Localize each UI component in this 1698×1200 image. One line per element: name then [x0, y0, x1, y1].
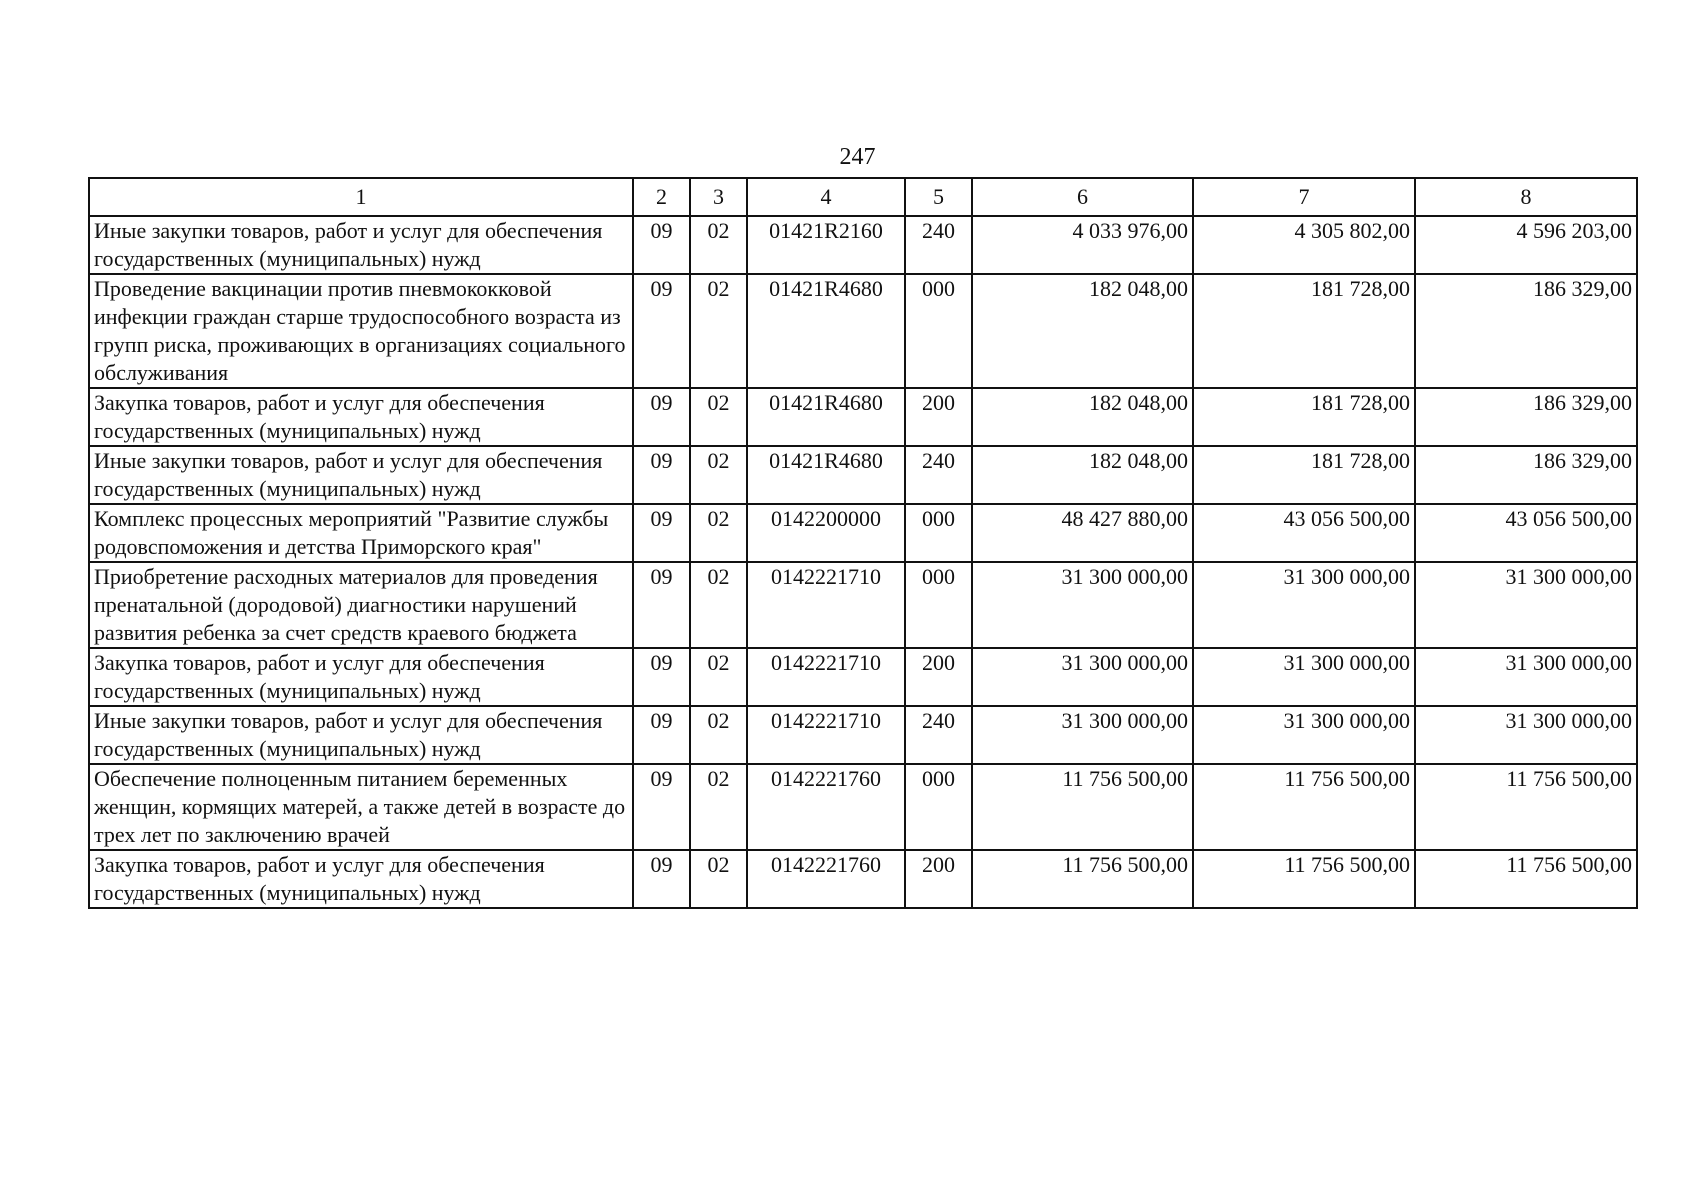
- amount-col7-cell: 181 728,00: [1193, 388, 1415, 446]
- amount-col8-cell: 186 329,00: [1415, 388, 1637, 446]
- table-row: [89, 388, 1637, 446]
- amount-col6-cell: 182 048,00: [972, 446, 1193, 504]
- row-name-cell: Закупка товаров, работ и услуг для обеспечения государственных (муниципальных) нужд: [89, 850, 633, 908]
- row-name-cell: Иные закупки товаров, работ и услуг для обеспечения государственных (муниципальных) нужд: [89, 706, 633, 764]
- table-row: [89, 504, 1637, 562]
- amount-col6-cell: 31 300 000,00: [972, 706, 1193, 764]
- target-article-cell: 0142221710: [747, 562, 905, 648]
- amount-col7-cell: 31 300 000,00: [1193, 706, 1415, 764]
- row-name-cell: Закупка товаров, работ и услуг для обеспечения государственных (муниципальных) нужд: [89, 648, 633, 706]
- column-header: 6: [972, 178, 1193, 216]
- amount-col7-cell: 4 305 802,00: [1193, 216, 1415, 274]
- table-row: [89, 850, 1637, 908]
- amount-col7-cell: 11 756 500,00: [1193, 764, 1415, 850]
- amount-col8-cell: 43 056 500,00: [1415, 504, 1637, 562]
- amount-col6-cell: 48 427 880,00: [972, 504, 1193, 562]
- amount-col6-cell: 31 300 000,00: [972, 562, 1193, 648]
- amount-col6-cell: 4 033 976,00: [972, 216, 1193, 274]
- target-article-cell: 0142200000: [747, 504, 905, 562]
- amount-col6-cell: 11 756 500,00: [972, 764, 1193, 850]
- expense-type-cell: 000: [905, 504, 972, 562]
- column-header: 8: [1415, 178, 1637, 216]
- table-row: [89, 706, 1637, 764]
- amount-col6-cell: 182 048,00: [972, 274, 1193, 388]
- amount-col8-cell: 186 329,00: [1415, 274, 1637, 388]
- budget-table: [88, 177, 1638, 909]
- table-header-row: [89, 178, 1637, 216]
- table-row: [89, 216, 1637, 274]
- page-number: 247: [839, 144, 876, 170]
- amount-col8-cell: 11 756 500,00: [1415, 850, 1637, 908]
- target-article-cell: 0142221760: [747, 764, 905, 850]
- amount-col8-cell: 11 756 500,00: [1415, 764, 1637, 850]
- section-code-cell: 09: [633, 216, 690, 274]
- table-row: [89, 562, 1637, 648]
- target-article-cell: 01421R4680: [747, 446, 905, 504]
- subsection-code-cell: 02: [690, 504, 747, 562]
- expense-type-cell: 000: [905, 562, 972, 648]
- subsection-code-cell: 02: [690, 648, 747, 706]
- amount-col8-cell: 4 596 203,00: [1415, 216, 1637, 274]
- section-code-cell: 09: [633, 274, 690, 388]
- target-article-cell: 01421R4680: [747, 274, 905, 388]
- subsection-code-cell: 02: [690, 274, 747, 388]
- target-article-cell: 0142221710: [747, 706, 905, 764]
- column-header: 3: [690, 178, 747, 216]
- row-name-cell: Закупка товаров, работ и услуг для обеспечения государственных (муниципальных) нужд: [89, 388, 633, 446]
- amount-col8-cell: 31 300 000,00: [1415, 648, 1637, 706]
- table-row: [89, 274, 1637, 388]
- column-header: 7: [1193, 178, 1415, 216]
- expense-type-cell: 240: [905, 706, 972, 764]
- amount-col8-cell: 186 329,00: [1415, 446, 1637, 504]
- column-header: 5: [905, 178, 972, 216]
- row-name-cell: Комплекс процессных мероприятий "Развитие службы родовспоможения и детства Приморского края": [89, 504, 633, 562]
- section-code-cell: 09: [633, 446, 690, 504]
- section-code-cell: 09: [633, 648, 690, 706]
- table-row: [89, 648, 1637, 706]
- section-code-cell: 09: [633, 504, 690, 562]
- target-article-cell: 0142221760: [747, 850, 905, 908]
- column-header: 4: [747, 178, 905, 216]
- subsection-code-cell: 02: [690, 706, 747, 764]
- subsection-code-cell: 02: [690, 850, 747, 908]
- expense-type-cell: 200: [905, 388, 972, 446]
- row-name-cell: Иные закупки товаров, работ и услуг для обеспечения государственных (муниципальных) нужд: [89, 216, 633, 274]
- amount-col8-cell: 31 300 000,00: [1415, 706, 1637, 764]
- expense-type-cell: 240: [905, 446, 972, 504]
- amount-col7-cell: 181 728,00: [1193, 446, 1415, 504]
- row-name-cell: Проведение вакцинации против пневмококковой инфекции граждан старше трудоспособного возраста из групп риска, проживающих в организациях социального обслуживания: [89, 274, 633, 388]
- expense-type-cell: 200: [905, 648, 972, 706]
- target-article-cell: 0142221710: [747, 648, 905, 706]
- section-code-cell: 09: [633, 388, 690, 446]
- amount-col7-cell: 31 300 000,00: [1193, 562, 1415, 648]
- column-header: 2: [633, 178, 690, 216]
- row-name-cell: Обеспечение полноценным питанием беременных женщин, кормящих матерей, а также детей в возрасте до трех лет по заключению врачей: [89, 764, 633, 850]
- target-article-cell: 01421R2160: [747, 216, 905, 274]
- target-article-cell: 01421R4680: [747, 388, 905, 446]
- section-code-cell: 09: [633, 562, 690, 648]
- row-name-cell: Приобретение расходных материалов для проведения пренатальной (дородовой) диагностики нарушений развития ребенка за счет средств краевого бюджета: [89, 562, 633, 648]
- section-code-cell: 09: [633, 764, 690, 850]
- amount-col7-cell: 181 728,00: [1193, 274, 1415, 388]
- expense-type-cell: 200: [905, 850, 972, 908]
- amount-col6-cell: 182 048,00: [972, 388, 1193, 446]
- column-header: 1: [89, 178, 633, 216]
- amount-col7-cell: 31 300 000,00: [1193, 648, 1415, 706]
- row-name-cell: Иные закупки товаров, работ и услуг для обеспечения государственных (муниципальных) нужд: [89, 446, 633, 504]
- table-row: [89, 764, 1637, 850]
- amount-col8-cell: 31 300 000,00: [1415, 562, 1637, 648]
- table-body: [89, 216, 1637, 908]
- subsection-code-cell: 02: [690, 388, 747, 446]
- section-code-cell: 09: [633, 850, 690, 908]
- expense-type-cell: 000: [905, 274, 972, 388]
- subsection-code-cell: 02: [690, 446, 747, 504]
- subsection-code-cell: 02: [690, 216, 747, 274]
- amount-col7-cell: 11 756 500,00: [1193, 850, 1415, 908]
- amount-col6-cell: 11 756 500,00: [972, 850, 1193, 908]
- subsection-code-cell: 02: [690, 562, 747, 648]
- expense-type-cell: 000: [905, 764, 972, 850]
- table-row: [89, 446, 1637, 504]
- section-code-cell: 09: [633, 706, 690, 764]
- amount-col7-cell: 43 056 500,00: [1193, 504, 1415, 562]
- amount-col6-cell: 31 300 000,00: [972, 648, 1193, 706]
- subsection-code-cell: 02: [690, 764, 747, 850]
- expense-type-cell: 240: [905, 216, 972, 274]
